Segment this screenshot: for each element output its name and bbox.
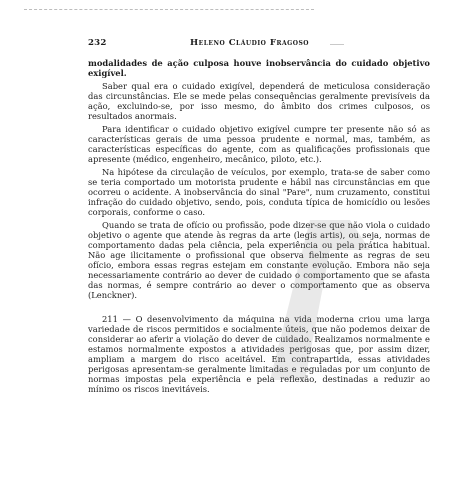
paragraph: Quando se trata de ofício ou profissão, pode dizer-se que não viola o cuidado objetivo o agente que atende às regras da arte (legis artis), ou seja, normas de comportamento dadas pela ciência, pela experiência ou pela prática habitual. Não age ilicitamente o profissional que observa fielmente as regras de seu ofício, embora essas regras estejam em constante evolução. Embora não seja necessariamente contrário ao dever de cuidado o comportamento que se afasta das normas, é sempre contrário ao dever o comportamento que as observa (Lenckner). — [88, 219, 430, 301]
running-head: Heleno Cláudio Fragoso — [190, 38, 310, 48]
body-text — [88, 58, 430, 397]
top-scan-rule — [24, 9, 314, 11]
page-number: 232 — [88, 38, 107, 48]
paragraph: 211 — O desenvolvimento da máquina na vida moderna criou uma larga variedade de riscos permitidos e socialmente úteis, que não podemos deixar de considerar ao aferir a violação do dever de cuidado. Realizamos normalmente e estamos normalmente expostos a atividades perigosas que, por assim dizer, ampliam a margem do risco aceitável. Em contrapartida, essas atividades perigosas apresentam-se geralmente limitadas e reguladas por um conjunto de normas impostas pela experiência e pela reflexão, destinadas a reduzir ao mínimo os riscos inevitáveis. — [88, 313, 430, 395]
paragraph: Saber qual era o cuidado exigível, dependerá de meticulosa consideração das circunstâncias. Ele se mede pelas consequências geralmente previsíveis da ação, excluindo-se, por isso mesmo, do âmbito dos crimes culposos, os resultados anormais. — [88, 80, 430, 122]
paragraph: Para identificar o cuidado objetivo exigível cumpre ter presente não só as características gerais de uma pessoa prudente e normal, mas, também, as características específicas do agente, com as qualificações profissionais que apresente (médico, engenheiro, mecânico, piloto, etc.). — [88, 123, 430, 165]
page-header — [88, 38, 428, 52]
paragraph: Na hipótese da circulação de veículos, por exemplo, trata-se de saber como se teria comportado um motorista prudente e hábil nas circunstâncias em que ocorreu o acidente. A inobservância do sinal "Pare", num cruzamento, constitui infração do cuidado objetivo, sendo, pois, conduta típica de homicídio ou lesões corporais, conforme o caso. — [88, 166, 430, 218]
paragraph: modalidades de ação culposa houve inobservância do cuidado objetivo exigível. — [88, 58, 430, 79]
